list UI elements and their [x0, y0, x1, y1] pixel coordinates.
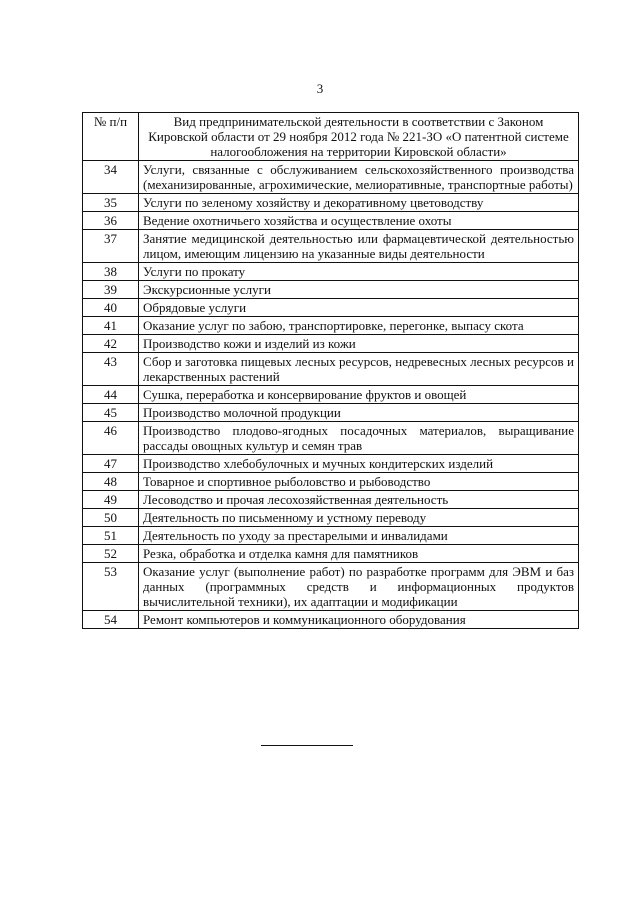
row-activity: Деятельность по уходу за престарелыми и инвалидами: [139, 527, 579, 545]
row-activity: Услуги по зеленому хозяйству и декоративному цветоводству: [139, 194, 579, 212]
table-row: [83, 491, 579, 509]
row-activity: Обрядовые услуги: [139, 299, 579, 317]
row-number: 34: [83, 161, 139, 194]
table-row: [83, 404, 579, 422]
row-number: 53: [83, 563, 139, 611]
row-activity: Оказание услуг по забою, транспортировке, перегонке, выпасу скота: [139, 317, 579, 335]
table-body: [83, 161, 579, 629]
row-activity: Лесоводство и прочая лесохозяйственная деятельность: [139, 491, 579, 509]
row-number: 52: [83, 545, 139, 563]
row-number: 51: [83, 527, 139, 545]
table-row: [83, 386, 579, 404]
table-row: [83, 473, 579, 491]
table-row: [83, 509, 579, 527]
row-number: 35: [83, 194, 139, 212]
header-activity: Вид предпринимательской деятельности в соответствии с Законом Кировской области от 29 ноября 2012 года № 221-ЗО «О патентной системе налогообложения на территории Кировской области»: [139, 113, 579, 161]
row-number: 39: [83, 281, 139, 299]
page-number: 3: [316, 81, 324, 96]
table-row: [83, 317, 579, 335]
row-number: 36: [83, 212, 139, 230]
row-activity: Оказание услуг (выполнение работ) по разработке программ для ЭВМ и баз данных (программных средств и информационных продуктов вычислительной техники), их адаптации и модификации: [139, 563, 579, 611]
table-row: [83, 353, 579, 386]
table-row: [83, 161, 579, 194]
activity-table: [82, 112, 579, 629]
row-activity: Деятельность по письменному и устному переводу: [139, 509, 579, 527]
header-num: № п/п: [83, 113, 139, 161]
row-activity: Услуги, связанные с обслуживанием сельскохозяйственного производства (механизированные, агрохимические, мелиоративные, транспортные работы): [139, 161, 579, 194]
row-activity: Ведение охотничьего хозяйства и осуществление охоты: [139, 212, 579, 230]
table-row: [83, 335, 579, 353]
table-row: [83, 281, 579, 299]
table-header-row: [83, 113, 579, 161]
row-activity: Экскурсионные услуги: [139, 281, 579, 299]
row-number: 49: [83, 491, 139, 509]
table-row: [83, 563, 579, 611]
table-row: [83, 194, 579, 212]
row-activity: Резка, обработка и отделка камня для памятников: [139, 545, 579, 563]
table-row: [83, 230, 579, 263]
table-row: [83, 545, 579, 563]
row-number: 37: [83, 230, 139, 263]
row-number: 40: [83, 299, 139, 317]
row-number: 38: [83, 263, 139, 281]
row-activity: Сушка, переработка и консервирование фруктов и овощей: [139, 386, 579, 404]
row-number: 43: [83, 353, 139, 386]
closing-rule: [261, 745, 353, 746]
row-activity: Ремонт компьютеров и коммуникационного оборудования: [139, 611, 579, 629]
row-number: 54: [83, 611, 139, 629]
table-row: [83, 422, 579, 455]
table-row: [83, 455, 579, 473]
row-activity: Товарное и спортивное рыболовство и рыбоводство: [139, 473, 579, 491]
row-number: 41: [83, 317, 139, 335]
row-activity: Занятие медицинской деятельностью или фармацевтической деятельностью лицом, имеющим лицензию на указанные виды деятельности: [139, 230, 579, 263]
row-number: 48: [83, 473, 139, 491]
row-activity: Производство молочной продукции: [139, 404, 579, 422]
row-activity: Производство плодово-ягодных посадочных материалов, выращивание рассады овощных культур и семян трав: [139, 422, 579, 455]
row-number: 42: [83, 335, 139, 353]
table-row: [83, 299, 579, 317]
row-activity: Производство хлебобулочных и мучных кондитерских изделий: [139, 455, 579, 473]
row-activity: Производство кожи и изделий из кожи: [139, 335, 579, 353]
row-activity: Сбор и заготовка пищевых лесных ресурсов, недревесных лесных ресурсов и лекарственных растений: [139, 353, 579, 386]
row-activity: Услуги по прокату: [139, 263, 579, 281]
row-number: 44: [83, 386, 139, 404]
table-row: [83, 212, 579, 230]
table-row: [83, 527, 579, 545]
table-row: [83, 611, 579, 629]
row-number: 50: [83, 509, 139, 527]
row-number: 46: [83, 422, 139, 455]
table-row: [83, 263, 579, 281]
row-number: 45: [83, 404, 139, 422]
row-number: 47: [83, 455, 139, 473]
